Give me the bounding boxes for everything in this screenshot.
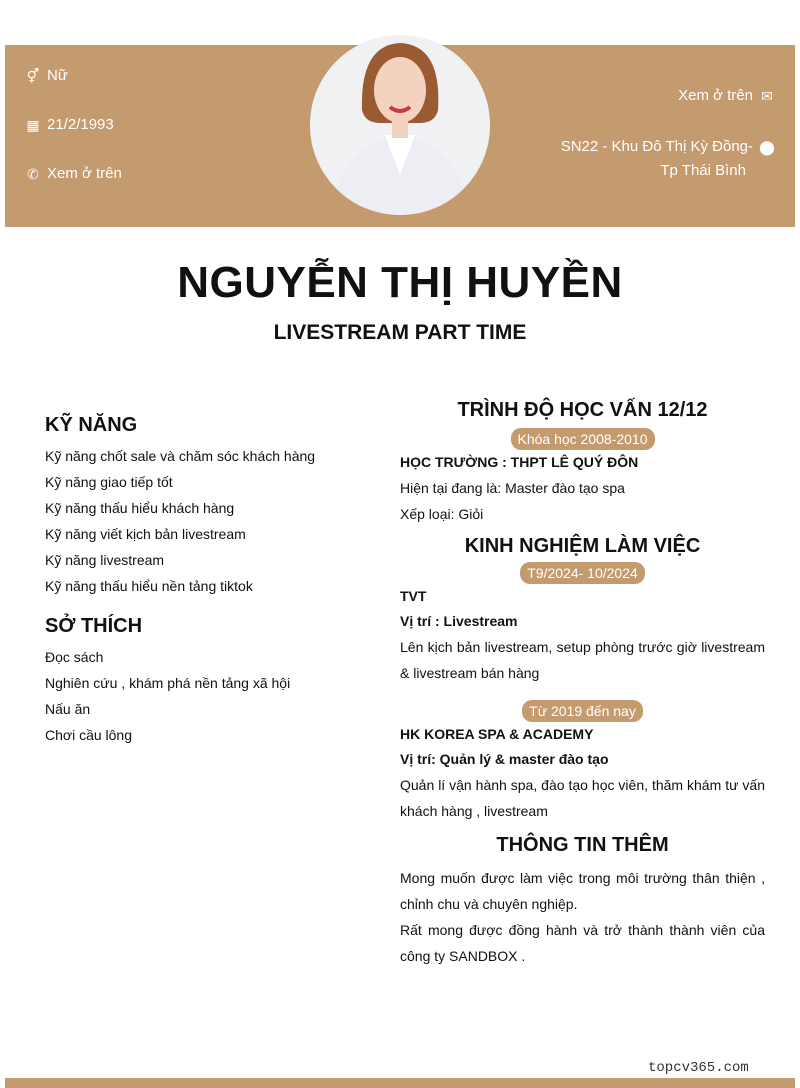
email-text: Xem ở trên <box>678 87 753 104</box>
phone-icon: ✆ <box>27 165 39 182</box>
phone <box>25 165 122 182</box>
extra-info-title: THÔNG TIN THÊM <box>496 834 669 856</box>
education-period: Khóa học 2008-2010 <box>511 428 655 450</box>
calendar-icon: ▦ <box>26 116 40 133</box>
job-period: Từ 2019 đến nay <box>522 700 643 722</box>
address <box>561 135 775 183</box>
address-line1: SN22 - Khu Đô Thị Kỳ Đồng- <box>560 138 753 155</box>
school: HỌC TRƯỜNG : THPT LÊ QUÝ ĐÔN <box>400 454 639 470</box>
watermark: topcv365.com <box>648 1060 749 1076</box>
skill-item: Kỹ năng livestream <box>45 552 165 568</box>
experience-title: KINH NGHIỆM LÀM VIỆC <box>464 535 701 557</box>
footer-band <box>5 1078 795 1088</box>
skill-item: Kỹ năng thấu hiểu khách hàng <box>45 500 235 516</box>
hobbies-title: SỞ THÍCH <box>45 615 143 637</box>
job-company: HK KOREA SPA & ACADEMY <box>400 726 594 742</box>
job-description: Lên kịch bản livestream, setup phòng trước giờ livestream & livestream bán hàng <box>400 639 765 681</box>
gender-text: Nữ <box>47 67 68 84</box>
hobby-item: Nấu ăn <box>45 701 91 717</box>
skills-title: KỸ NĂNG <box>45 414 138 436</box>
job-description: Quản lí vận hành spa, đào tạo học viên, thăm khám tư vấn khách hàng , livestream <box>400 777 765 819</box>
education-line: Xếp loại: Giỏi <box>400 506 484 522</box>
job-period: T9/2024- 10/2024 <box>520 562 645 584</box>
map-pin-icon: ⬤ <box>759 139 775 155</box>
job-company: TVT <box>400 588 427 604</box>
right-column <box>400 399 765 969</box>
gender <box>25 67 68 84</box>
job-title: LIVESTREAM PART TIME <box>273 321 527 344</box>
candidate-name: NGUYỄN THỊ HUYỀN <box>177 258 623 307</box>
hobby-item: Đọc sách <box>45 649 104 665</box>
extra-info-line: Rất mong được đồng hành và trở thành thành viên của công ty SANDBOX . <box>400 922 765 964</box>
skill-item: Kỹ năng chốt sale và chăm sóc khách hàng <box>45 448 316 464</box>
extra-info-line: Mong muốn được làm việc trong môi trường thân thiện , chỉnh chu và chuyên nghiệp. <box>400 870 765 912</box>
hobby-item: Nghiên cứu , khám phá nền tảng xã hội <box>45 675 291 691</box>
skills-section <box>45 414 365 748</box>
envelope-icon: ✉ <box>761 87 773 104</box>
skill-item: Kỹ năng giao tiếp tốt <box>45 474 173 490</box>
address-line2: Tp Thái Bình <box>660 162 746 179</box>
job-position: Vị trí : Livestream <box>400 613 518 629</box>
skill-item: Kỹ năng viết kịch bản livestream <box>45 526 246 542</box>
birthday <box>25 116 114 133</box>
hobby-item: Chơi cầu lông <box>45 727 133 743</box>
email <box>678 87 775 104</box>
birthday-text: 21/2/1993 <box>47 116 114 133</box>
job-position: Vị trí: Quản lý & master đào tạo <box>400 751 609 767</box>
phone-text: Xem ở trên <box>47 165 122 182</box>
education-line: Hiện tại đang là: Master đào tạo spa <box>400 480 625 496</box>
skill-item: Kỹ năng thấu hiểu nền tảng tiktok <box>45 578 253 594</box>
education-title: TRÌNH ĐỘ HỌC VẤN 12/12 <box>457 399 708 421</box>
gender-icon: ⚥ <box>26 67 40 84</box>
avatar <box>310 35 490 215</box>
